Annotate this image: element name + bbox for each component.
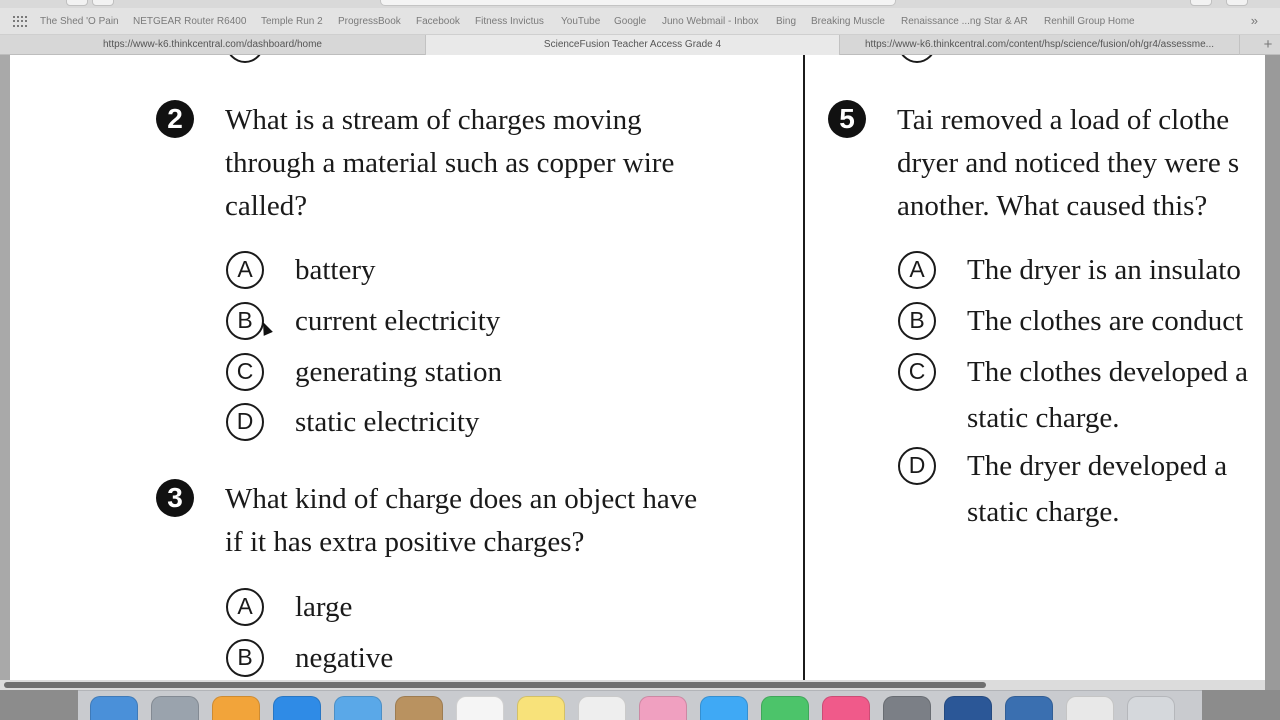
facetime-icon[interactable] [761, 696, 809, 720]
itunes-icon[interactable] [822, 696, 870, 720]
bookmark-fitness-invictus[interactable]: Fitness Invictus [475, 16, 544, 27]
previous-option-bubble-partial-right [898, 55, 936, 63]
previous-option-bubble-partial [226, 55, 264, 63]
reminders-icon[interactable] [578, 696, 626, 720]
option-b-text: negative [295, 642, 394, 674]
option-a-text: The dryer is an insulato [967, 254, 1241, 286]
address-bar[interactable] [380, 0, 896, 6]
bookmark-shed-o-pain[interactable]: The Shed 'O Pain [40, 16, 119, 27]
launchpad-icon[interactable] [90, 696, 138, 720]
question-2-number-badge: 2 [156, 100, 194, 138]
question-3-number-badge: 3 [156, 479, 194, 517]
back-button[interactable] [66, 0, 88, 6]
horizontal-scrollbar[interactable] [0, 680, 1265, 690]
option-b-text: current electricity [295, 305, 501, 337]
bookmark-progressbook[interactable]: ProgressBook [338, 16, 401, 27]
quicktime-icon[interactable] [1005, 696, 1053, 720]
option-c-bubble[interactable]: C [226, 353, 264, 391]
forward-button[interactable] [92, 0, 114, 6]
contacts-icon[interactable] [395, 696, 443, 720]
option-d-bubble[interactable]: D [226, 403, 264, 441]
option-a-text: battery [295, 254, 376, 286]
bookmark-juno-webmail[interactable]: Juno Webmail - Inbox [662, 16, 759, 27]
bookmark-breaking-muscle[interactable]: Breaking Muscle [811, 16, 885, 27]
top-sites-grid-icon[interactable] [13, 16, 26, 27]
option-b-bubble[interactable]: B [898, 302, 936, 340]
rocket-icon[interactable] [151, 696, 199, 720]
bookmark-renhill[interactable]: Renhill Group Home [1044, 16, 1135, 27]
bookmark-renaissance[interactable]: Renaissance ...ng Star & AR [901, 16, 1028, 27]
tabs-overview-button[interactable] [1226, 0, 1248, 6]
messages-icon[interactable] [700, 696, 748, 720]
tab-bar [0, 35, 1280, 55]
column-divider [803, 55, 805, 689]
documents-folder-icon[interactable] [1066, 696, 1114, 720]
option-c-bubble[interactable]: C [898, 353, 936, 391]
assessment-page [10, 55, 1265, 689]
bookmarks-bar [0, 8, 1280, 35]
question-5-number-badge: 5 [828, 100, 866, 138]
more-bookmarks-chevron-icon[interactable]: » [1250, 13, 1258, 28]
option-b-text: The clothes are conduct [967, 305, 1244, 337]
tab-dashboard-home[interactable]: https://www-k6.thinkcentral.com/dashboard/home [0, 35, 426, 55]
word-icon[interactable] [944, 696, 992, 720]
question-3-text: What kind of charge does an object have if it has extra positive charges? [225, 483, 698, 558]
mail-icon[interactable] [334, 696, 382, 720]
option-d-text: The dryer developed a static charge. [967, 450, 1228, 528]
calculator-icon[interactable] [212, 696, 260, 720]
notes-icon[interactable] [517, 696, 565, 720]
bookmark-temple-run[interactable]: Temple Run 2 [261, 16, 323, 27]
option-b-bubble[interactable]: B [226, 302, 264, 340]
option-a-bubble[interactable]: A [226, 251, 264, 289]
system-preferences-icon[interactable] [883, 696, 931, 720]
bookmark-netgear[interactable]: NETGEAR Router R6400 [133, 16, 247, 27]
horizontal-scrollbar-thumb[interactable] [4, 682, 986, 688]
option-c-text: generating station [295, 356, 502, 388]
option-d-bubble[interactable]: D [898, 447, 936, 485]
photos-icon[interactable] [639, 696, 687, 720]
new-tab-plus-icon[interactable]: + [1263, 36, 1273, 53]
question-5-text: Tai removed a load of clothe dryer and noticed they were s another. What caused this? [897, 104, 1240, 222]
tab-assessment-content[interactable]: https://www-k6.thinkcentral.com/content/hsp/science/fusion/oh/gr4/assessme... [840, 35, 1240, 55]
option-d-text: static electricity [295, 406, 480, 438]
option-a-bubble[interactable]: A [226, 588, 264, 626]
bookmark-facebook[interactable]: Facebook [416, 16, 460, 27]
bookmark-bing[interactable]: Bing [776, 16, 797, 27]
browser-toolbar [0, 0, 1280, 8]
option-a-bubble[interactable]: A [898, 251, 936, 289]
option-b-bubble[interactable]: B [226, 639, 264, 677]
document-viewer[interactable] [0, 55, 1265, 689]
question-2-text: What is a stream of charges moving through a material such as copper wire called? [225, 104, 675, 222]
calendar-icon[interactable] [456, 696, 504, 720]
dock [0, 690, 1280, 720]
bookmark-youtube[interactable]: YouTube [561, 16, 601, 27]
tab-sciencefusion-teacher-access[interactable]: ScienceFusion Teacher Access Grade 4 [426, 35, 840, 55]
option-c-text: The clothes developed a static charge. [967, 356, 1249, 434]
trash-icon[interactable] [1127, 696, 1175, 720]
safari-icon[interactable] [273, 696, 321, 720]
option-a-text: large [295, 591, 353, 623]
bookmark-google[interactable]: Google [614, 16, 647, 27]
share-button[interactable] [1190, 0, 1212, 6]
